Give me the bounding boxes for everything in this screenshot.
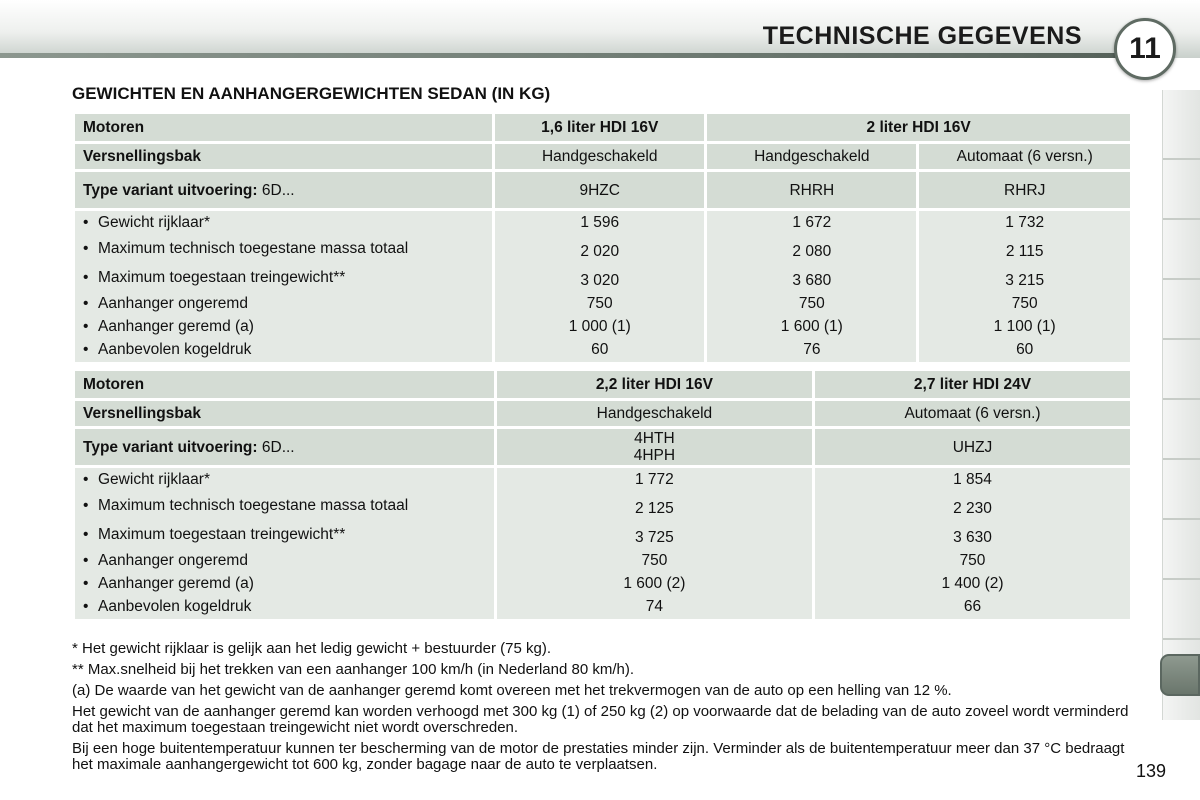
value-cell: 2 230 bbox=[953, 500, 992, 517]
tab-divider bbox=[1163, 278, 1200, 280]
value-cell: 3 680 bbox=[792, 272, 832, 289]
tab-divider bbox=[1163, 638, 1200, 640]
value-cell: 2 125 bbox=[635, 500, 674, 517]
value-cell: 750 bbox=[641, 552, 668, 569]
list-item: • Aanhanger ongeremd bbox=[83, 552, 248, 569]
footnotes bbox=[72, 641, 1137, 778]
value-column bbox=[707, 211, 916, 362]
value-cell: 1 732 bbox=[1005, 214, 1045, 231]
list-item: • Aanbevolen kogeldruk bbox=[83, 598, 252, 615]
gearbox-cell: Automaat (6 versn.) bbox=[815, 401, 1130, 426]
list-item: • Maximum toegestaan treingewicht** bbox=[83, 269, 346, 286]
type-line: 4HPH bbox=[633, 447, 676, 464]
row-label-versnellingsbak: Versnellingsbak bbox=[75, 401, 494, 426]
value-column bbox=[815, 468, 1130, 619]
type-line: 4HTH bbox=[634, 430, 675, 447]
value-cell: 1 596 bbox=[580, 214, 620, 231]
list-item: • Maximum technisch toegestane massa totaal bbox=[83, 497, 409, 514]
list-item: • Aanhanger geremd (a) bbox=[83, 575, 254, 592]
tab-divider bbox=[1163, 518, 1200, 520]
tab-divider bbox=[1163, 398, 1200, 400]
type-cell bbox=[497, 429, 812, 465]
active-chapter-tab[interactable] bbox=[1160, 654, 1200, 696]
header-rule bbox=[0, 53, 1120, 58]
type-label: Type variant uitvoering: bbox=[83, 438, 258, 456]
row-label-versnellingsbak: Versnellingsbak bbox=[75, 144, 492, 169]
page-number: 139 bbox=[1136, 761, 1167, 781]
value-cell: 1 000 (1) bbox=[568, 318, 631, 335]
footnote: Bij een hoge buitentemperatuur kunnen ter bescherming van de motor de prestaties minder zijn. Verminder als de buitentemperatuur meer dan 37 °C bedraagt het maximale aanhangergewicht tot 600 kg, zonder bagage naar de auto te verplaatsen. bbox=[72, 740, 1125, 773]
gearbox-cell: Handgeschakeld bbox=[497, 401, 812, 426]
weights-table-2 bbox=[72, 368, 1133, 622]
tab-divider bbox=[1163, 458, 1200, 460]
value-cell: 3 725 bbox=[635, 529, 674, 546]
chapter-tab-strip bbox=[1162, 90, 1200, 720]
list-item: • Aanhanger geremd (a) bbox=[83, 318, 254, 335]
gearbox-cell: Automaat (6 versn.) bbox=[919, 144, 1130, 169]
footnote: ** Max.snelheid bij het trekken van een aanhanger 100 km/h (in Nederland 80 km/h). bbox=[72, 661, 634, 678]
gearbox-cell: Handgeschakeld bbox=[495, 144, 704, 169]
list-item: • Aanhanger ongeremd bbox=[83, 295, 248, 312]
list-item: • Maximum toegestaan treingewicht** bbox=[83, 526, 346, 543]
table-row bbox=[75, 211, 1130, 362]
value-cell: 1 854 bbox=[953, 471, 992, 488]
value-column bbox=[495, 211, 704, 362]
type-prefix: 6D... bbox=[261, 438, 295, 456]
value-cell: 60 bbox=[591, 341, 609, 358]
value-cell: 1 600 (2) bbox=[623, 575, 686, 592]
item-labels bbox=[75, 468, 494, 619]
gearbox-cell: Handgeschakeld bbox=[707, 144, 916, 169]
tab-divider bbox=[1163, 158, 1200, 160]
chapter-number: 11 bbox=[1129, 32, 1161, 65]
type-prefix: 6D... bbox=[261, 181, 295, 199]
list-item: • Gewicht rijklaar* bbox=[83, 471, 210, 488]
engine-header: 2,2 liter HDI 16V bbox=[497, 371, 812, 398]
row-label-type bbox=[75, 429, 494, 465]
value-cell: 1 600 (1) bbox=[780, 318, 843, 335]
type-cell: 9HZC bbox=[495, 172, 704, 208]
page-title: TECHNISCHE GEGEVENS bbox=[762, 22, 1082, 50]
section-title: GEWICHTEN EN AANHANGERGEWICHTEN SEDAN (IN KG) bbox=[72, 84, 551, 103]
value-cell: 750 bbox=[959, 552, 986, 569]
value-cell: 2 115 bbox=[1005, 243, 1044, 260]
value-cell: 2 020 bbox=[580, 243, 620, 260]
table-row bbox=[75, 172, 1130, 208]
value-cell: 750 bbox=[1011, 295, 1038, 312]
value-cell: 76 bbox=[803, 341, 821, 358]
row-label-motoren: Motoren bbox=[75, 371, 494, 398]
list-item: • Gewicht rijklaar* bbox=[83, 214, 210, 231]
value-column bbox=[497, 468, 812, 619]
table-row bbox=[75, 114, 1130, 141]
value-cell: 2 080 bbox=[792, 243, 832, 260]
row-label-type bbox=[75, 172, 492, 208]
type-cell bbox=[815, 429, 1130, 465]
value-cell: 74 bbox=[645, 598, 664, 615]
list-item: • Aanbevolen kogeldruk bbox=[83, 341, 252, 358]
value-cell: 750 bbox=[586, 295, 613, 312]
footnote: (a) De waarde van het gewicht van de aanhanger geremd komt overeen met het trekvermogen van de auto op een helling van 12 %. bbox=[72, 682, 952, 699]
value-cell: 3 215 bbox=[1005, 272, 1045, 289]
row-label-motoren: Motoren bbox=[75, 114, 492, 141]
table-row bbox=[75, 144, 1130, 169]
list-item: • Maximum technisch toegestane massa totaal bbox=[83, 240, 409, 257]
table-row bbox=[75, 468, 1130, 619]
type-line: UHZJ bbox=[952, 438, 993, 456]
table-row bbox=[75, 401, 1130, 426]
tab-divider bbox=[1163, 578, 1200, 580]
value-cell: 66 bbox=[963, 598, 982, 615]
footnote: * Het gewicht rijklaar is gelijk aan het ledig gewicht + bestuurder (75 kg). bbox=[72, 640, 551, 657]
item-labels bbox=[75, 211, 492, 362]
value-cell: 1 100 (1) bbox=[993, 318, 1056, 335]
value-column bbox=[919, 211, 1130, 362]
value-cell: 1 400 (2) bbox=[941, 575, 1004, 592]
engine-header: 2,7 liter HDI 24V bbox=[815, 371, 1130, 398]
engine-header: 2 liter HDI 16V bbox=[707, 114, 1130, 141]
table-row bbox=[75, 371, 1130, 398]
tab-divider bbox=[1163, 338, 1200, 340]
value-cell: 60 bbox=[1016, 341, 1034, 358]
table-row bbox=[75, 429, 1130, 465]
value-cell: 3 020 bbox=[580, 272, 620, 289]
value-cell: 3 630 bbox=[953, 529, 992, 546]
footnote: Het gewicht van de aanhanger geremd kan worden verhoogd met 300 kg (1) of 250 kg (2) op voorwaarde dat de belading van de auto zoveel wordt verminderd dat het maximum toegestaan treingewicht niet wordt overschreden. bbox=[72, 703, 1129, 736]
value-cell: 1 672 bbox=[792, 214, 832, 231]
type-cell: RHRJ bbox=[919, 172, 1130, 208]
chapter-badge bbox=[1114, 18, 1176, 80]
value-cell: 750 bbox=[798, 295, 825, 312]
type-cell: RHRH bbox=[707, 172, 916, 208]
value-cell: 1 772 bbox=[635, 471, 674, 488]
weights-table-1 bbox=[72, 111, 1133, 365]
tab-divider bbox=[1163, 218, 1200, 220]
type-label: Type variant uitvoering: bbox=[83, 181, 258, 199]
engine-header: 1,6 liter HDI 16V bbox=[495, 114, 704, 141]
